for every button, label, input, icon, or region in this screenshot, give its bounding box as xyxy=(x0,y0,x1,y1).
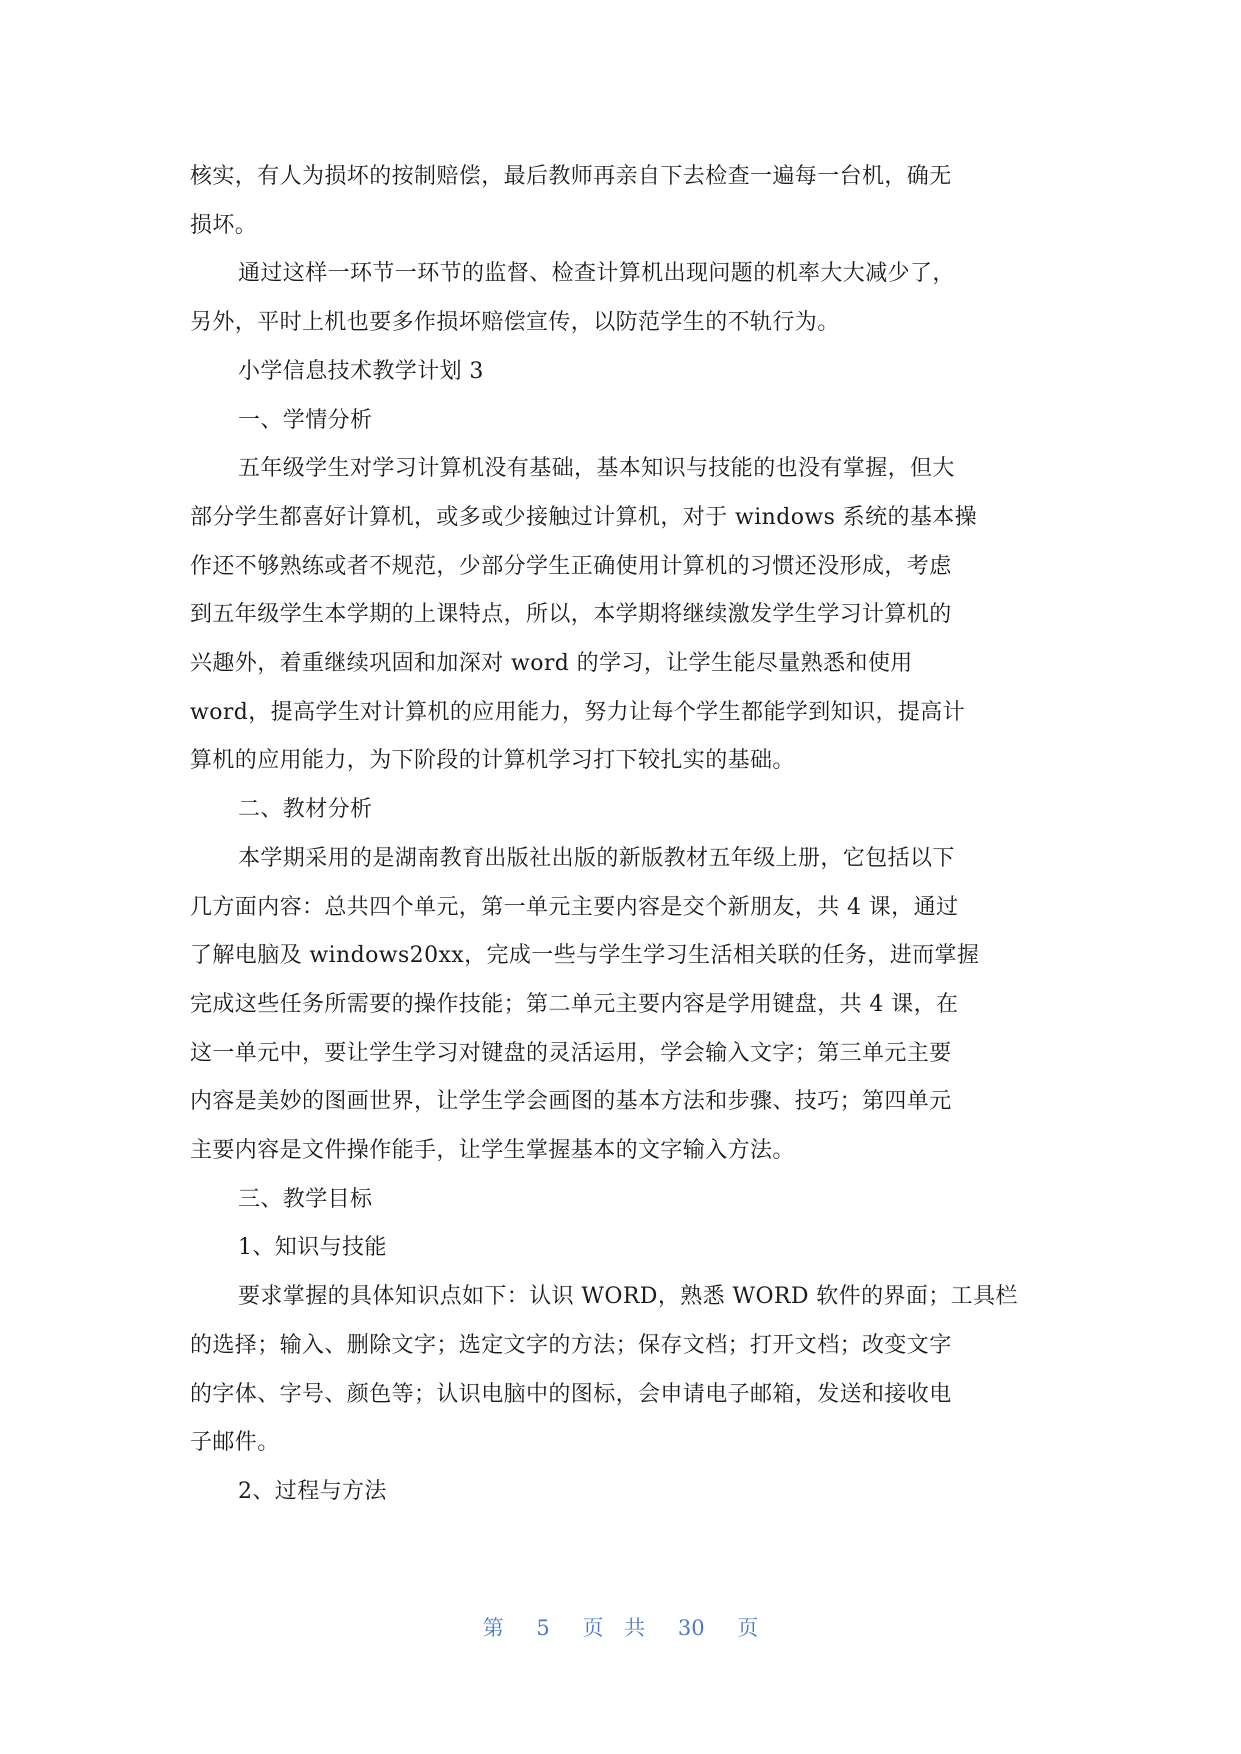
text-line: 几方面内容：总共四个单元，第一单元主要内容是交个新朋友，共 4 课，通过 xyxy=(190,894,959,920)
paragraph xyxy=(190,1176,1050,1225)
text-line: 通过这样一环节一环节的监督、检查计算机出现问题的机率大大减少了， xyxy=(238,261,955,287)
text-line: 本学期采用的是湖南教育出版社出版的新版教材五年级上册，它包括以下 xyxy=(238,845,955,871)
text-line: 1、知识与技能 xyxy=(238,1235,387,1261)
footer-label-page: 第 xyxy=(482,1616,504,1640)
document-body xyxy=(190,153,1050,1517)
text-line: 小学信息技术教学计划 3 xyxy=(238,358,484,384)
text-line: 完成这些任务所需要的操作技能；第二单元主要内容是学用键盘，共 4 课，在 xyxy=(190,991,959,1017)
text-line: 到五年级学生本学期的上课特点，所以，本学期将继续激发学生学习计算机的 xyxy=(190,602,952,628)
paragraph xyxy=(190,348,1050,397)
text-line: 另外，平时上机也要多作损坏赔偿宣传，以防范学生的不轨行为。 xyxy=(190,310,840,336)
text-line: 兴趣外，着重继续巩固和加深对 word 的学习，让学生能尽量熟悉和使用 xyxy=(190,651,913,677)
text-line: 二、教材分析 xyxy=(238,797,373,823)
paragraph xyxy=(190,835,1050,1176)
text-line: 一、学情分析 xyxy=(238,407,373,433)
paragraph xyxy=(190,786,1050,835)
paragraph xyxy=(190,1273,1050,1468)
paragraph xyxy=(190,1224,1050,1273)
footer-label-of: 页 共 xyxy=(582,1616,646,1640)
text-line: 主要内容是文件操作能手，让学生掌握基本的文字输入方法。 xyxy=(190,1138,795,1164)
text-line: 三、教学目标 xyxy=(238,1186,373,1212)
text-line: 作还不够熟练或者不规范，少部分学生正确使用计算机的习惯还没形成，考虑 xyxy=(190,553,952,579)
footer-current-page: 5 xyxy=(536,1616,550,1640)
text-line: 要求掌握的具体知识点如下：认识 WORD，熟悉 WORD 软件的界面；工具栏 xyxy=(238,1284,1018,1310)
text-line: 五年级学生对学习计算机没有基础，基本知识与技能的也没有掌握，但大 xyxy=(238,456,955,482)
text-line: 了解电脑及 windows20xx，完成一些与学生学习生活相关联的任务，进而掌握 xyxy=(190,943,980,969)
footer-total-pages: 30 xyxy=(677,1616,705,1640)
text-line: 部分学生都喜好计算机，或多或少接触过计算机，对于 windows 系统的基本操 xyxy=(190,504,978,530)
text-line: 损坏。 xyxy=(190,212,258,238)
text-line: 子邮件。 xyxy=(190,1430,280,1456)
text-line: 算机的应用能力，为下阶段的计算机学习打下较扎实的基础。 xyxy=(190,748,795,774)
paragraph xyxy=(190,445,1050,786)
text-line: 2、过程与方法 xyxy=(238,1478,387,1504)
text-line: 的字体、字号、颜色等；认识电脑中的图标，会申请电子邮箱，发送和接收电 xyxy=(190,1381,952,1407)
paragraph xyxy=(190,250,1050,347)
paragraph xyxy=(190,397,1050,446)
text-line: 内容是美妙的图画世界，让学生学会画图的基本方法和步骤、技巧；第四单元 xyxy=(190,1089,952,1115)
page-footer xyxy=(0,1612,1241,1642)
paragraph xyxy=(190,1468,1050,1517)
text-line: word，提高学生对计算机的应用能力，努力让每个学生都能学到知识，提高计 xyxy=(190,699,966,725)
text-line: 的选择；输入、删除文字；选定文字的方法；保存文档；打开文档；改变文字 xyxy=(190,1332,952,1358)
paragraph xyxy=(190,153,1050,250)
footer-label-end: 页 xyxy=(737,1616,759,1640)
text-line: 这一单元中，要让学生学习对键盘的灵活运用，学会输入文字；第三单元主要 xyxy=(190,1040,952,1066)
text-line: 核实，有人为损坏的按制赔偿，最后教师再亲自下去检查一遍每一台机，确无 xyxy=(190,164,952,189)
